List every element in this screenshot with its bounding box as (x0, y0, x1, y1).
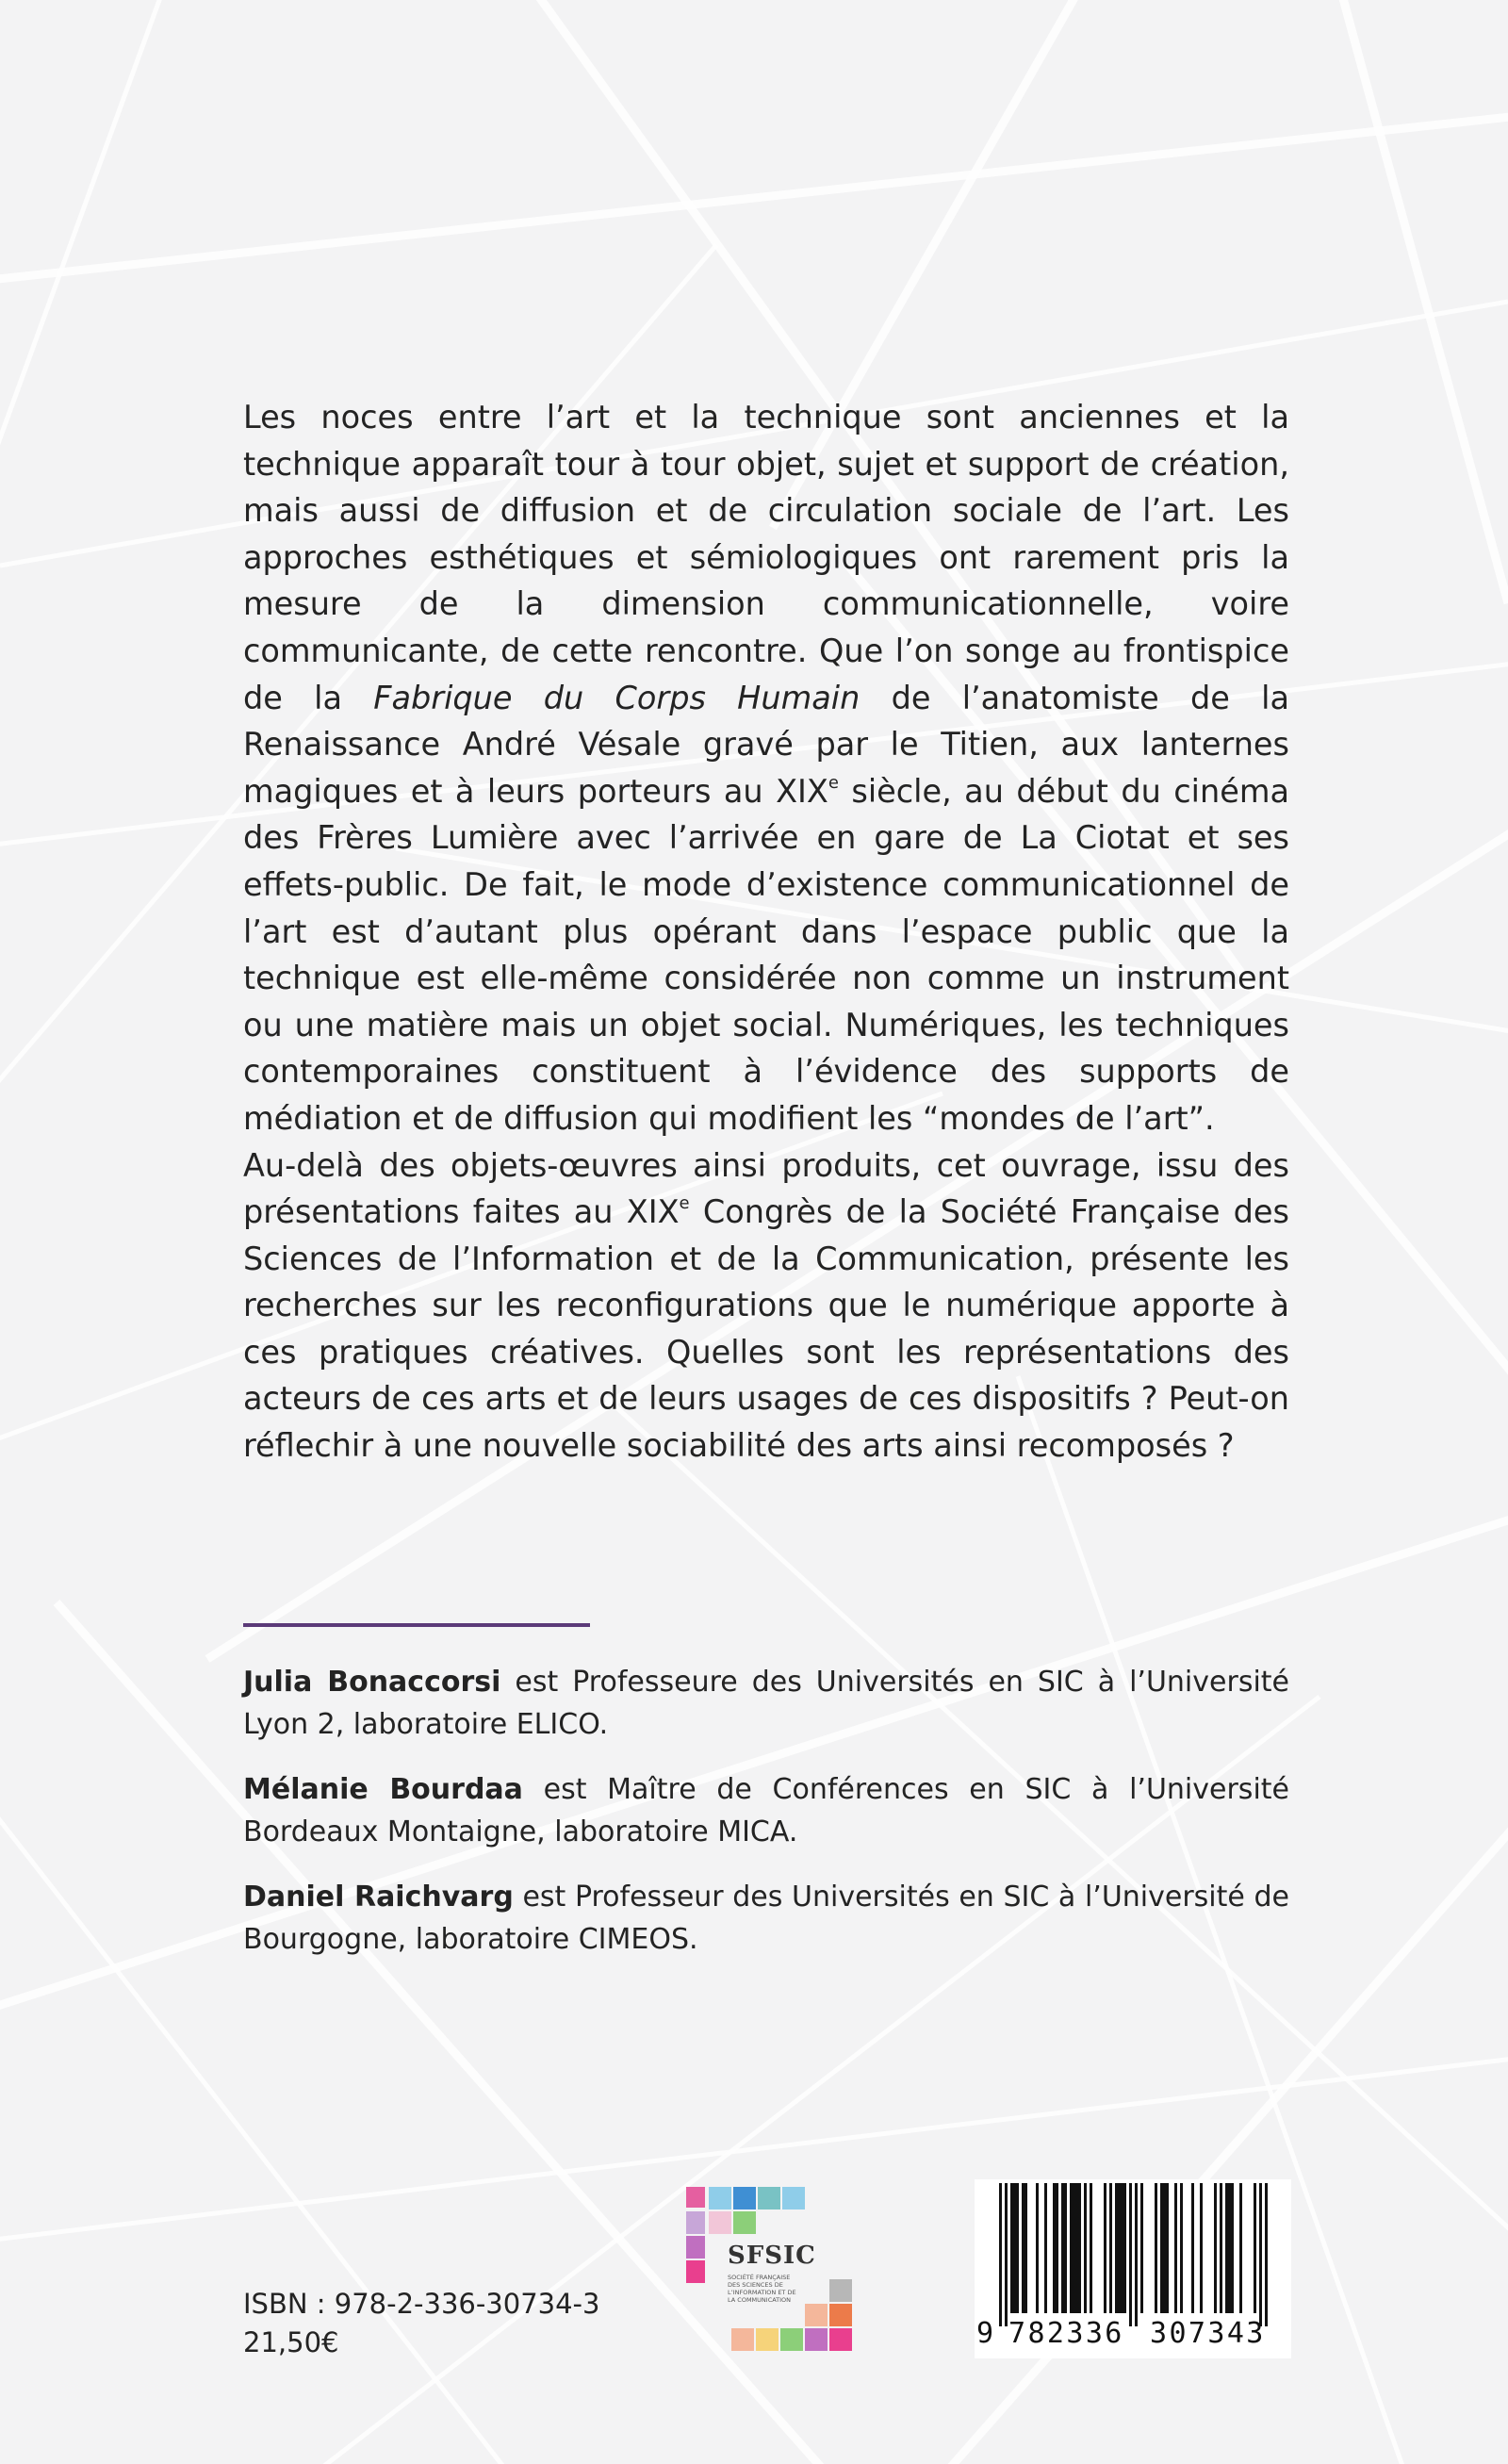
logo-square (686, 2236, 705, 2259)
barcode-bar (1078, 2183, 1081, 2313)
barcode-bar (1056, 2183, 1058, 2313)
barcode-bar (1220, 2183, 1222, 2313)
logo-square (758, 2187, 780, 2209)
barcode-group-2: 307343 (1150, 2317, 1266, 2350)
barcode-bar (1123, 2183, 1126, 2313)
barcode-bar (1239, 2183, 1242, 2313)
barcode-bar (1061, 2183, 1064, 2313)
blurb-text (243, 394, 1289, 1470)
author-bios (243, 1661, 1289, 1983)
barcode-first-digit: 9 (976, 2317, 994, 2350)
barcode-bar (1180, 2183, 1183, 2313)
logo-square (686, 2187, 705, 2208)
price: 21,50€ (243, 2326, 339, 2358)
logo-square (733, 2187, 756, 2209)
barcode-bar (1022, 2183, 1024, 2313)
barcode-bar (1155, 2183, 1157, 2313)
barcode-bar (1115, 2183, 1118, 2313)
blurb-paragraph-2: Au-delà des objets-œuvres ainsi produits, cet ouvrage, issu des présentations faites au XIXe Congrès de la Société Française des Sciences de l’Information et de la Communication, présente les recherches sur les reconfigurations que le numérique apporte à ces pratiques créatives. Quelles sont les représentations des acteurs de ces arts et de leurs usages de ces dispositifs ? Peut-on réflechir à une nouvelle sociabilité des arts ainsi recomposés ? (243, 1146, 1289, 1465)
logo-square (709, 2211, 731, 2234)
barcode-bar (1214, 2183, 1217, 2313)
barcode-bar (1090, 2183, 1092, 2313)
barcode-bar (1053, 2183, 1056, 2313)
logo-square (780, 2328, 803, 2351)
barcode-bar (1073, 2183, 1075, 2313)
barcode-bar (1016, 2183, 1019, 2313)
author-bio: Daniel Raichvarg est Professeur des Universités en SIC à l’Université de Bourgogne, laboratoire CIMEOS. (243, 1881, 1290, 1956)
barcode-bar (999, 2183, 1002, 2326)
barcode-bar (1005, 2183, 1008, 2326)
barcode-bar (1228, 2183, 1231, 2313)
barcode-bar (1084, 2183, 1087, 2313)
barcode-bar (1104, 2183, 1106, 2313)
logo-square (731, 2328, 754, 2351)
author-name: Daniel Raichvarg (243, 1881, 514, 1914)
barcode-bar (1024, 2183, 1027, 2313)
barcode-bar (1129, 2183, 1132, 2326)
author-name: Julia Bonaccorsi (243, 1666, 501, 1699)
logo-square (733, 2211, 756, 2234)
logo-square (805, 2328, 828, 2351)
logo-square (805, 2304, 828, 2326)
logo-square (782, 2187, 805, 2209)
barcode-bar (1231, 2183, 1234, 2313)
barcode-bar (1036, 2183, 1039, 2313)
barcode-bar (1135, 2183, 1138, 2326)
barcode-bar (1109, 2183, 1112, 2313)
logo-square (686, 2260, 705, 2283)
barcode-bar (1121, 2183, 1123, 2313)
barcode-group-1: 782336 (1008, 2317, 1124, 2350)
barcode-bar (1118, 2183, 1121, 2313)
barcode-bar (1225, 2183, 1228, 2313)
superscript: e (828, 772, 839, 793)
book-title-italic: Fabrique du Corps Humain (373, 679, 861, 716)
barcode-bar (1174, 2183, 1177, 2313)
barcode-bar (1191, 2183, 1194, 2313)
barcode-bar (1010, 2183, 1013, 2313)
barcode-bar (1070, 2183, 1073, 2313)
author-bio: Julia Bonaccorsi est Professeure des Universités en SIC à l’Université Lyon 2, laboratoire ELICO. (243, 1666, 1289, 1741)
barcode-bar (1140, 2183, 1143, 2313)
blurb-paragraph-1: Les noces entre l’art et la technique sont anciennes et la technique apparaît tour à tour objet, sujet et support de création, mais aussi de diffusion et de circulation sociale de l’art. Les approches esthétiques et sémiologiques ont rarement pris la mesure de la dimension communicationnelle, voire communicante, de cette rencontre. Que l’on songe au frontispice de la Fabrique du Corps Humain de l’anatomiste de la Renaissance André Vésale gravé par le Titien, aux lanternes magiques et à leurs porteurs au XIXe siècle, au début du cinéma des Frères Lumière avec l’arrivée en gare de La Ciotat et ses effets-public. De fait, le mode d’existence communicationnel de l’art est d’autant plus opérant dans l’espace public que la technique est elle-même considérée non comme un instrument ou une matière mais un objet social. Numériques, les techniques contemporaines constituent à l’évidence des supports de médiation et de diffusion qui modifient les “mondes de l’art”. (243, 399, 1289, 1137)
barcode-bar (1064, 2183, 1067, 2313)
isbn-number: ISBN : 978-2-336-30734-3 (243, 2288, 600, 2320)
barcode-bar (1254, 2183, 1256, 2313)
barcode-bar (1044, 2183, 1047, 2313)
logo-square (686, 2211, 705, 2234)
logo-title: SFSIC (728, 2242, 816, 2270)
logo-square (829, 2304, 852, 2326)
barcode-bar (1163, 2183, 1166, 2313)
author-name: Mélanie Bourdaa (243, 1773, 523, 1806)
barcode-bar (1265, 2183, 1268, 2326)
logo-square (829, 2279, 852, 2302)
barcode-bar (1075, 2183, 1078, 2313)
barcode-bar (1259, 2183, 1262, 2326)
superscript: e (679, 1193, 690, 1214)
barcode-bar (1166, 2183, 1169, 2313)
logo-square (756, 2328, 779, 2351)
logo-square (829, 2328, 852, 2351)
logo-subtitle: SOCIÉTÉ FRANÇAISE DES SCIENCES DE L’INFORMATION ET DE LA COMMUNICATION (728, 2274, 796, 2304)
barcode-bar (1160, 2183, 1163, 2313)
isbn-price-block (243, 2285, 599, 2362)
isbn-barcode (975, 2179, 1291, 2358)
barcode-bar (1013, 2183, 1016, 2313)
author-bio: Mélanie Bourdaa est Maître de Conférences en SIC à l’Université Bordeaux Montaigne, laboratoire MICA. (243, 1773, 1289, 1848)
barcode-bar (1200, 2183, 1203, 2313)
divider-rule (243, 1623, 590, 1627)
logo-square (709, 2187, 731, 2209)
sfsic-logo (686, 2187, 856, 2357)
